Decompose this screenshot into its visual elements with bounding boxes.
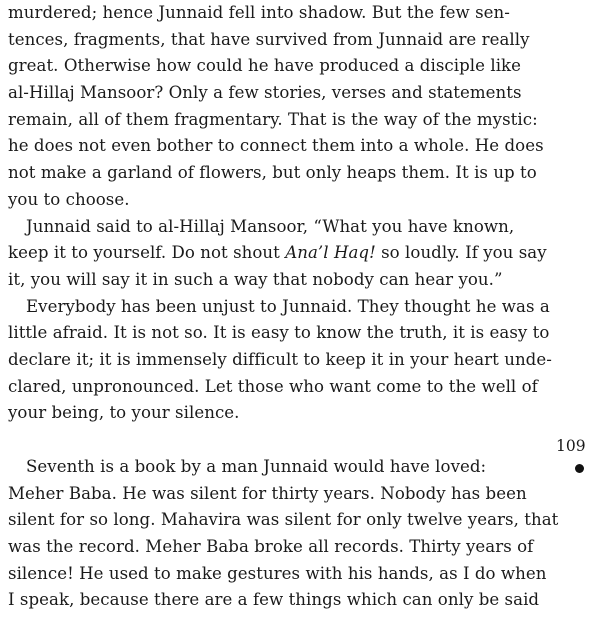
text-line: clared, unpronounced. Let those who want come to the well of [8, 376, 538, 396]
text-segment: keep it to yourself. Do not shout [8, 243, 286, 263]
text-line: was the record. Meher Baba broke all records. Thirty years of [8, 537, 534, 557]
book-page-text [8, 0, 559, 614]
section-gap [8, 427, 486, 454]
text-line: Everybody has been unjust to Junnaid. They thought he was a [26, 296, 550, 316]
text-line-with-italic [8, 240, 547, 267]
paragraph-1 [8, 0, 544, 214]
text-line: I speak, because there are a few things which can only be said [8, 590, 540, 610]
page-number: 109 [556, 437, 586, 455]
text-line: Meher Baba. He was silent for thirty years. Nobody has been [8, 483, 527, 503]
text-line: silence! He used to make gestures with his hands, as I do when [8, 563, 547, 583]
text-line: not make a garland of flowers, but only heaps them. It is up to [8, 163, 537, 183]
text-line: Junnaid said to al-Hillaj Mansoor, “What you have known, [26, 216, 515, 236]
text-line: silent for so long. Mahavira was silent for only twelve years, that [8, 510, 559, 530]
italic-phrase: Ana’l Haq! [285, 243, 376, 263]
bullet-dot-icon [575, 464, 584, 473]
text-line: you to choose. [8, 189, 130, 209]
text-line: Seventh is a book by a man Junnaid would have loved: [26, 457, 487, 476]
paragraph-4 [8, 454, 559, 614]
text-line: murdered; hence Junnaid fell into shadow. But the few sen- [8, 3, 510, 22]
text-segment: so loudly. If you say [375, 243, 547, 263]
text-line: little afraid. It is not so. It is easy to know the truth, it is easy to [8, 323, 550, 343]
text-line: declare it; it is immensely difficult to keep it in your heart unde- [8, 349, 552, 369]
text-line: it, you will say it in such a way that nobody can hear you.” [8, 269, 503, 289]
paragraph-3 [8, 294, 552, 427]
text-line: your being, to your silence. [8, 403, 240, 423]
paragraph-2 [8, 214, 547, 294]
text-line: remain, all of them fragmentary. That is the way of the mystic: [8, 109, 538, 129]
text-line: tences, fragments, that have survived from Junnaid are really [8, 29, 530, 49]
text-line: al-Hillaj Mansoor? Only a few stories, verses and statements [8, 83, 522, 103]
text-line: he does not even bother to connect them into a whole. He does [8, 136, 544, 156]
text-line: great. Otherwise how could he have produced a disciple like [8, 56, 522, 76]
